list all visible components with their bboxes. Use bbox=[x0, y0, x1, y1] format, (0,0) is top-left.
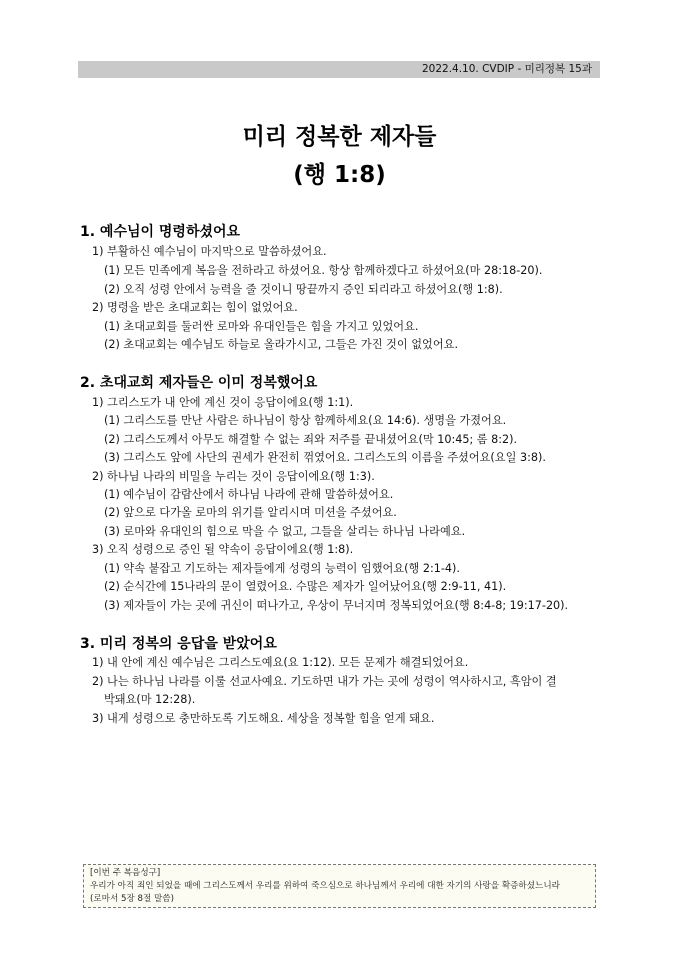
list-item: (3) 제자들이 가는 곳에 귀신이 떠나가고, 우상이 무너지며 정복되었어요(행 8:4-8; 19:17-20). bbox=[104, 599, 569, 612]
list-item: 3) 오직 성령으로 증인 될 약속이 응답이에요(행 1:8). bbox=[92, 543, 354, 556]
header-bar bbox=[78, 61, 600, 78]
list-item: (2) 순식간에 15나라의 문이 열렸어요. 수많은 제자가 일어났어요(행 2:9-11, 41). bbox=[104, 580, 507, 593]
list-item: 2) 명령을 받은 초대교회는 힘이 없었어요. bbox=[92, 301, 298, 314]
list-item: 박돼요(마 12:28). bbox=[104, 693, 196, 706]
section-heading-2: 2. 초대교회 제자들은 이미 정복했어요 bbox=[80, 375, 318, 391]
list-item: 2) 하나님 나라의 비밀을 누리는 것이 응답이에요(행 1:3). bbox=[92, 470, 375, 483]
list-item: (3) 그리스도 앞에 사단의 권세가 완전히 꺾였어요. 그리스도의 이름을 주셨어요(요일 3:8). bbox=[104, 451, 546, 464]
list-item: (3) 로마와 유대인의 힘으로 막을 수 없고, 그들을 살리는 하나님 나라예요. bbox=[104, 525, 466, 538]
list-item: (1) 약속 붙잡고 기도하는 제자들에게 성령의 능력이 임했어요(행 2:1-4). bbox=[104, 562, 460, 575]
list-item: 3) 내게 성령으로 충만하도록 기도해요. 세상을 정복할 힘을 얻게 돼요. bbox=[92, 712, 435, 725]
list-item: (2) 그리스도께서 아무도 해결할 수 없는 죄와 저주를 끝내셨어요(막 10:45; 롬 8:2). bbox=[104, 433, 518, 446]
weekly-verse-reference: (로마서 5장 8절 말씀) bbox=[90, 894, 174, 904]
weekly-verse-label: [이번 주 복음성구] bbox=[90, 868, 161, 878]
page-title-reference: (행 1:8) bbox=[293, 162, 386, 188]
list-item: (2) 오직 성령 안에서 능력을 줄 것이니 땅끝까지 증인 되리라고 하셨어요(행 1:8). bbox=[104, 283, 503, 296]
list-item: 1) 그리스도가 내 안에 계신 것이 응답이에요(행 1:1). bbox=[92, 396, 354, 409]
list-item: (2) 앞으로 다가올 로마의 위기를 알리시며 미션을 주셨어요. bbox=[104, 506, 397, 519]
weekly-verse-box bbox=[83, 864, 596, 908]
list-item: (2) 초대교회는 예수님도 하늘로 올라가시고, 그들은 가진 것이 없었어요. bbox=[104, 338, 459, 351]
list-item: 2) 나는 하나님 나라를 이룰 선교사예요. 기도하면 내가 가는 곳에 성령이 역사하시고, 흑암이 결 bbox=[92, 675, 557, 688]
list-item: (1) 모든 민족에게 복음을 전하라고 하셨어요. 항상 함께하겠다고 하셨어요(마 28:18-20). bbox=[104, 264, 543, 277]
list-item: (1) 초대교회를 둘러싼 로마와 유대인들은 힘을 가지고 있었어요. bbox=[104, 320, 419, 333]
list-item: 1) 내 안에 계신 예수님은 그리스도예요(요 1:12). 모든 문제가 해결되었어요. bbox=[92, 656, 469, 669]
section-heading-3: 3. 미리 정복의 응답을 받았어요 bbox=[80, 636, 277, 652]
list-item: 1) 부활하신 예수님이 마지막으로 말씀하셨어요. bbox=[92, 245, 327, 258]
list-item: (1) 그리스도를 만난 사람은 하나님이 항상 함께하세요(요 14:6). 생명을 가졌어요. bbox=[104, 414, 507, 427]
section-heading-1: 1. 예수님이 명령하셨어요 bbox=[80, 224, 241, 240]
header-text: 2022.4.10. CVDIP - 미리정복 15과 bbox=[421, 63, 592, 75]
list-item: (1) 예수님이 감람산에서 하나님 나라에 관해 말씀하셨어요. bbox=[104, 488, 394, 501]
weekly-verse-text: 우리가 아직 죄인 되었을 때에 그리스도께서 우리를 위하여 죽으심으로 하나님께서 우리에 대한 자기의 사랑을 확증하셨느니라 bbox=[90, 881, 560, 891]
page-title: 미리 정복한 제자들 bbox=[242, 124, 437, 150]
